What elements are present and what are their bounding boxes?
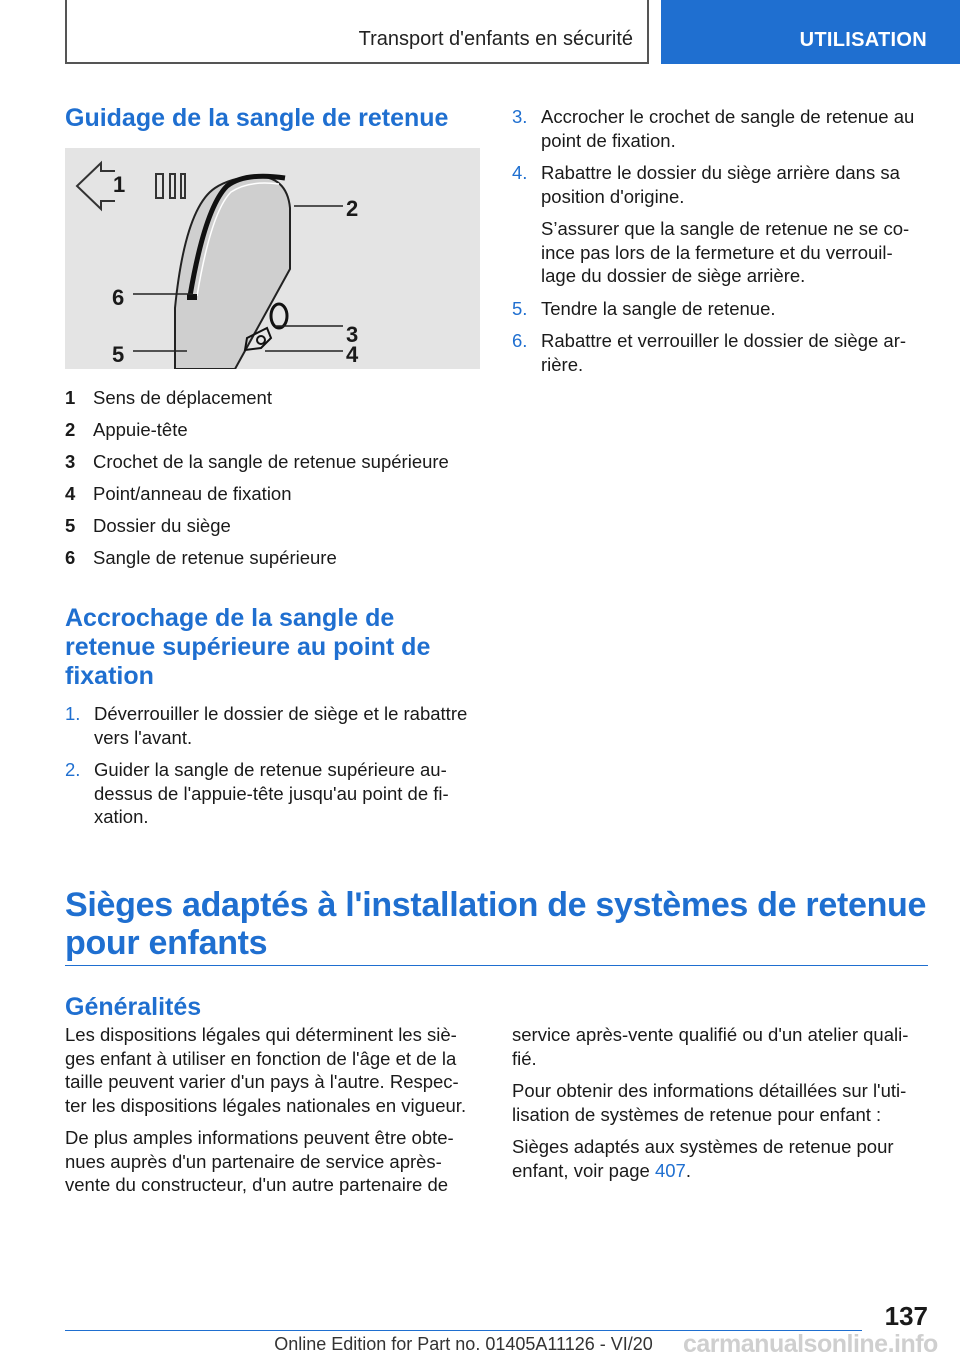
figure-label-4: 4 — [346, 342, 359, 367]
legend-number: 2 — [65, 419, 76, 440]
legend-text: Point/anneau de fixation — [93, 483, 292, 504]
figure-label-5: 5 — [112, 342, 125, 367]
paragraph: De plus amples informations peuvent être obte- nues auprès d'un partenaire de service après- vente du constructeur, d'un autre partenaire de — [65, 1127, 454, 1195]
page-link[interactable]: 407 — [654, 1159, 686, 1181]
headrest-strap-illustration — [65, 148, 480, 369]
heading-rule — [65, 965, 928, 966]
legend-number: 3 — [65, 451, 76, 472]
step-number: 4. — [512, 162, 528, 183]
figure-label-2: 2 — [346, 196, 359, 221]
legend-text: Crochet de la sangle de retenue supérieure — [93, 451, 449, 472]
step-item — [65, 702, 485, 749]
steps-left — [65, 702, 485, 838]
step-number: 1. — [65, 703, 81, 724]
paragraph: Les dispositions légales qui déterminent les siè- ges enfant à utiliser en fonction de l'âge et de la taille peuvent varier d'un pays à l'autre. Respec- ter les dispositions légales nationales en vigueur. — [65, 1024, 467, 1116]
accrochage-heading-line: fixation — [65, 662, 154, 690]
legend-text: Dossier du siège — [93, 515, 231, 536]
sieges-heading — [65, 886, 926, 962]
step-number: 5. — [512, 297, 528, 319]
generalites-heading: Généralités — [65, 993, 202, 1021]
step-text: Rabattre le dossier du siège arrière dans sa position d'origine. S’assurer que la sangle de retenue ne se co- ince pas lors de la fermeture et du verrouil- lage du dossier de siège arrière. — [541, 162, 910, 286]
generalites-right-text — [512, 1023, 932, 1191]
header-section-title: Transport d'enfants en sécurité — [358, 28, 633, 50]
chapter-tab-label: UTILISATION — [799, 29, 927, 51]
direction-arrow-icon — [77, 163, 185, 209]
chapter-tab[interactable] — [661, 0, 960, 64]
legend-item — [65, 478, 485, 510]
legend-number: 5 — [65, 515, 76, 536]
legend-text: Appuie-tête — [93, 419, 188, 440]
step-number: 3. — [512, 106, 528, 127]
guidage-heading: Guidage de la sangle de retenue — [65, 104, 449, 132]
footer-edition: Online Edition for Part no. 01405A11126 - VI/20 — [274, 1334, 653, 1354]
header-section-box — [65, 0, 649, 64]
step-text: Accrocher le crochet de sangle de retenue au point de fixation. — [541, 106, 915, 151]
legend-item — [65, 382, 485, 414]
step-number: 6. — [512, 330, 528, 351]
step-note: S’assurer que la sangle de retenue ne se co- ince pas lors de la fermeture et du verrouil- lage du dossier de siège arrière. — [541, 218, 910, 286]
figure-label-3: 3 — [346, 322, 359, 347]
headrest-strap-figure — [65, 148, 480, 369]
step-text: Tendre la sangle de retenue. — [541, 297, 776, 319]
step-item — [65, 758, 485, 829]
legend-text: Sangle de retenue supérieure — [93, 547, 337, 568]
legend-number: 6 — [65, 547, 76, 568]
accrochage-heading — [65, 604, 430, 691]
step-text: Déverrouiller le dossier de siège et le rabattre vers l'avant. — [94, 703, 468, 748]
accrochage-heading-line: Accrochage de la sangle de — [65, 604, 395, 632]
generalites-left-text — [65, 1023, 485, 1206]
sieges-heading-line: Sièges adaptés à l'installation de systèmes de retenue — [65, 886, 927, 924]
figure-label-1: 1 — [113, 172, 126, 197]
page-number: 137 — [884, 1301, 928, 1331]
paragraph: Pour obtenir des informations détaillées sur l'uti- lisation de systèmes de retenue pour enfant : — [512, 1080, 907, 1125]
accrochage-heading-line: retenue supérieure au point de — [65, 633, 431, 661]
legend-number: 4 — [65, 483, 76, 504]
legend-text: Sens de déplacement — [93, 387, 272, 408]
step-item — [512, 161, 932, 288]
step-item — [512, 329, 932, 376]
step-text: Rabattre et verrouiller le dossier de siège ar- rière. — [541, 330, 907, 375]
steps-right — [512, 105, 932, 385]
legend-number: 1 — [65, 387, 76, 408]
sieges-heading-line: pour enfants — [65, 924, 268, 962]
figure-label-6: 6 — [112, 285, 125, 310]
legend-item — [65, 510, 485, 542]
page-reference: Sièges adaptés aux systèmes de retenue pour enfant, voir page 407. — [512, 1136, 894, 1181]
figure-legend — [65, 382, 485, 574]
paragraph: service après-vente qualifié ou d'un atelier quali- fié. — [512, 1024, 909, 1069]
legend-item — [65, 542, 485, 574]
legend-item — [65, 414, 485, 446]
step-item — [512, 297, 932, 321]
step-item — [512, 105, 932, 152]
step-number: 2. — [65, 759, 81, 780]
watermark-logo: carmanualsonline.info — [683, 1330, 938, 1358]
step-text: Guider la sangle de retenue supérieure au- dessus de l'appuie-tête jusqu'au point de fi- xation. — [94, 759, 449, 827]
legend-item — [65, 446, 485, 478]
